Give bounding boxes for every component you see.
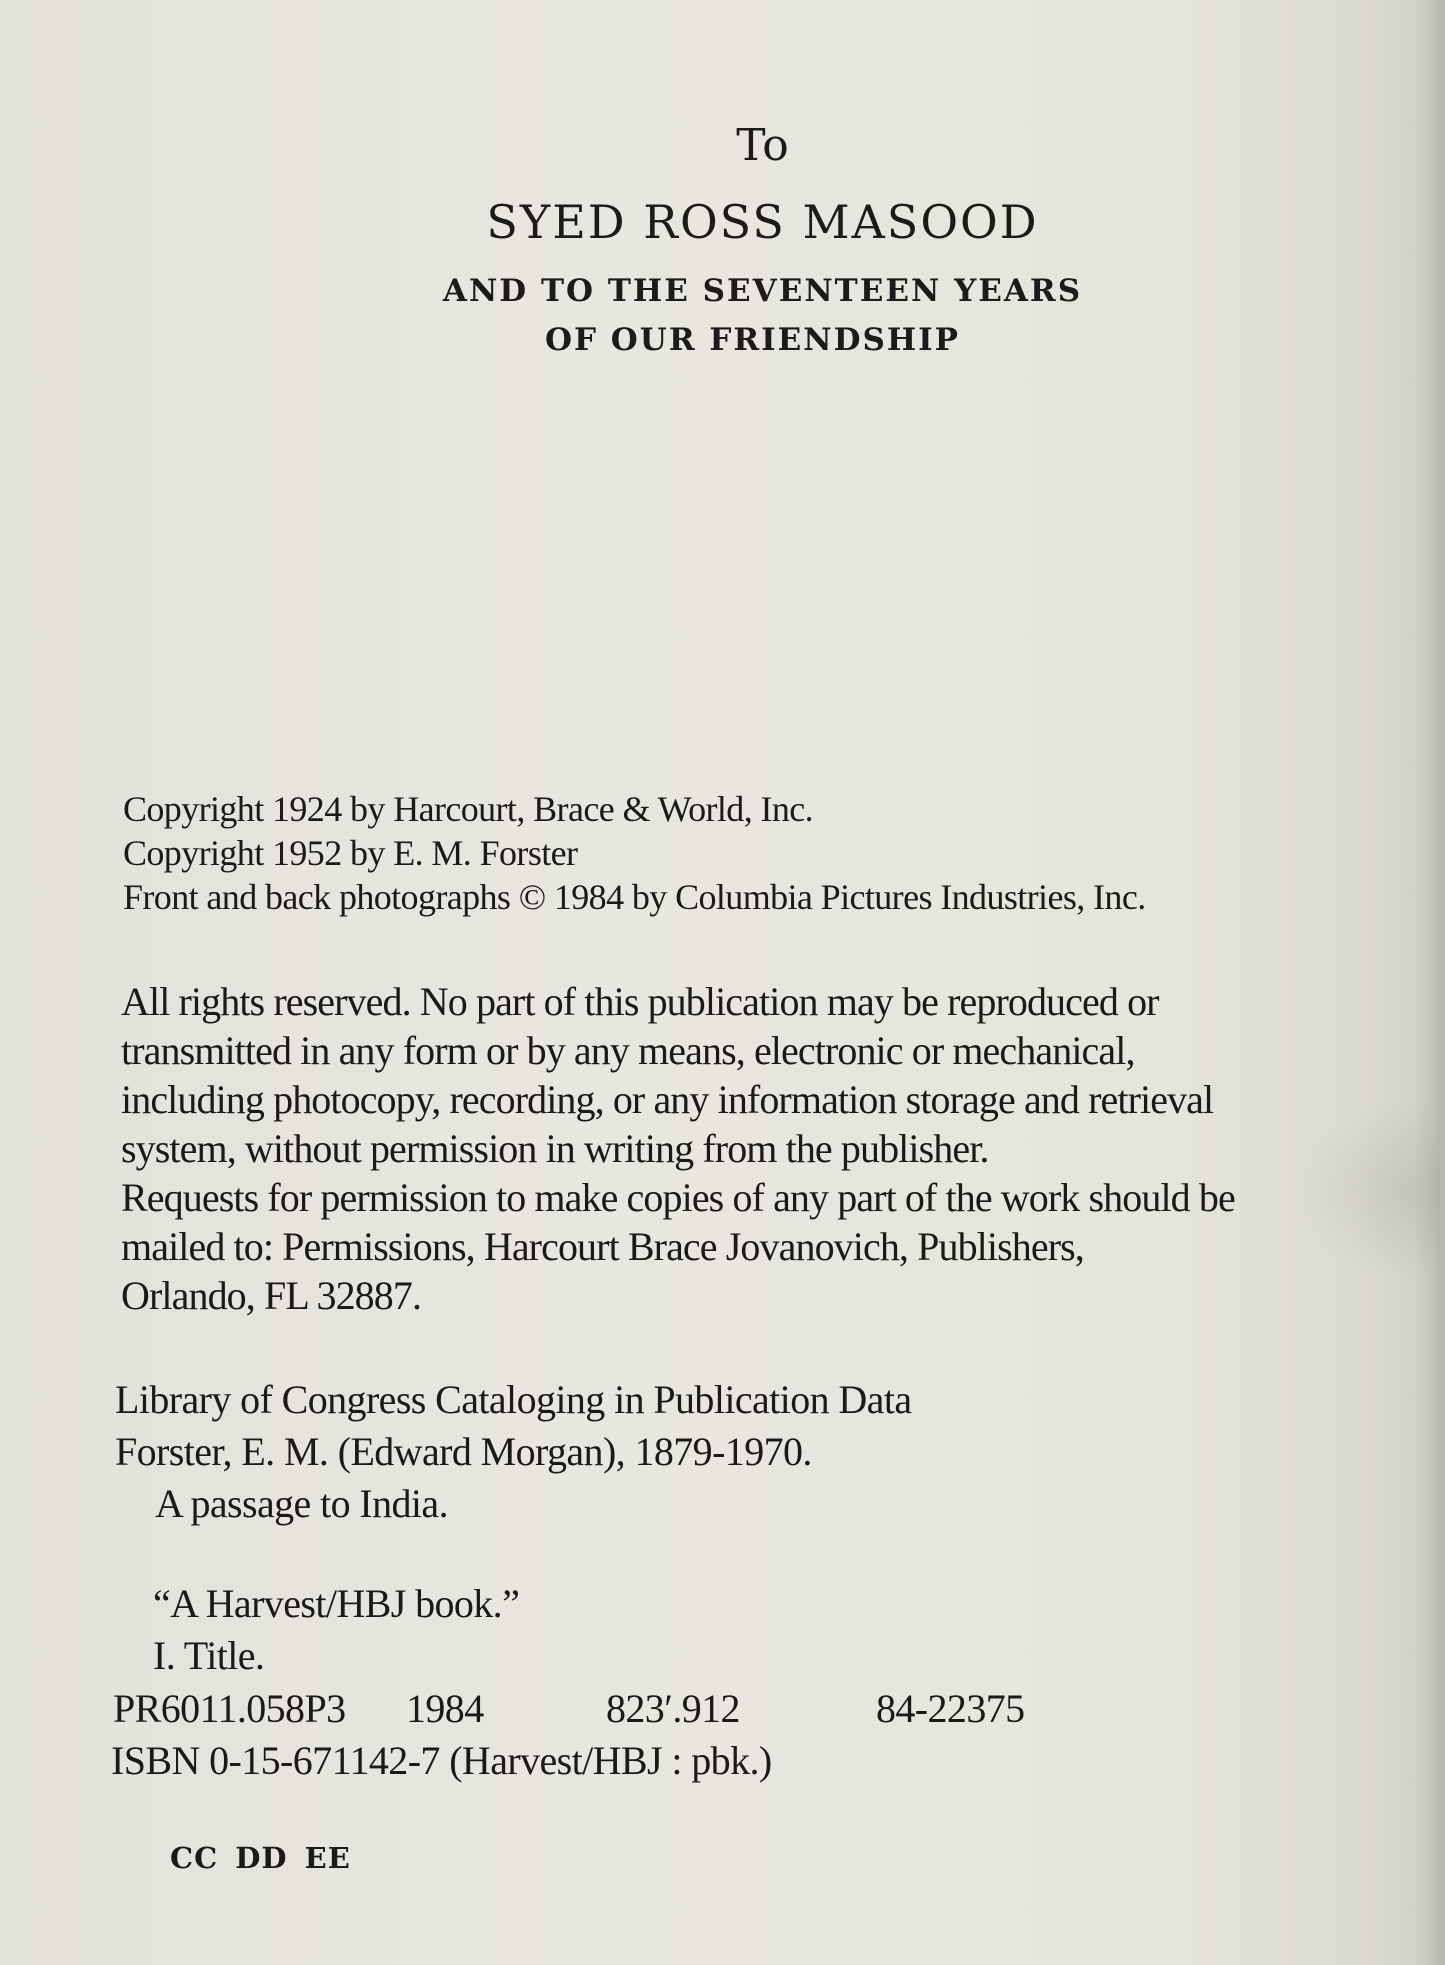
printing-line: CC DD EE — [170, 1841, 351, 1875]
cip-data — [115, 1374, 912, 1530]
cip-heading: Library of Congress Cataloging in Publication Data — [115, 1377, 912, 1422]
copyright-line: Front and back photographs © 1984 by Columbia Pictures Industries, Inc. — [123, 877, 1146, 917]
dedication-line-1: AND TO THE SEVENTEEN YEARS — [442, 273, 1083, 309]
rights-notice — [121, 977, 1235, 1320]
copyright-line: Copyright 1952 by E. M. Forster — [123, 833, 578, 873]
isbn-line: ISBN 0-15-671142-7 (Harvest/HBJ : pbk.) — [111, 1738, 772, 1783]
cip-call-number: PR6011.058P3 — [113, 1686, 346, 1731]
copyright-notice — [123, 787, 1146, 919]
cip-dewey: 823′.912 — [606, 1686, 740, 1731]
rights-line: system, without permission in writing from the publisher. — [121, 1126, 989, 1171]
dedication-to: To — [736, 120, 789, 171]
isbn — [111, 1735, 772, 1787]
rights-line: Orlando, FL 32887. — [121, 1273, 422, 1318]
rights-line: All rights reserved. No part of this publication may be reproduced or — [121, 979, 1159, 1024]
copyright-line: Copyright 1924 by Harcourt, Brace & World, Inc. — [123, 789, 814, 829]
rights-line: transmitted in any form or by any means, electronic or mechanical, — [121, 1028, 1135, 1073]
dedication-line-2: OF OUR FRIENDSHIP — [544, 322, 960, 358]
cip-title: A passage to India. — [155, 1481, 448, 1526]
cip-year: 1984 — [406, 1686, 484, 1731]
cip-lccn: 84-22375 — [876, 1686, 1025, 1731]
rights-line: Requests for permission to make copies of any part of the work should be — [121, 1175, 1235, 1220]
page-fold-shadow — [1290, 1100, 1440, 1280]
cip-subject: I. Title. — [153, 1633, 265, 1678]
dedication-name: SYED ROSS MASOOD — [486, 195, 1039, 249]
cip-author: Forster, E. M. (Edward Morgan), 1879-1970. — [115, 1429, 812, 1474]
cip-notes — [153, 1578, 519, 1682]
rights-line: mailed to: Permissions, Harcourt Brace Jovanovich, Publishers, — [121, 1224, 1084, 1269]
rights-line: including photocopy, recording, or any information storage and retrieval — [121, 1077, 1214, 1122]
cip-series-note: “A Harvest/HBJ book.” — [153, 1581, 520, 1626]
